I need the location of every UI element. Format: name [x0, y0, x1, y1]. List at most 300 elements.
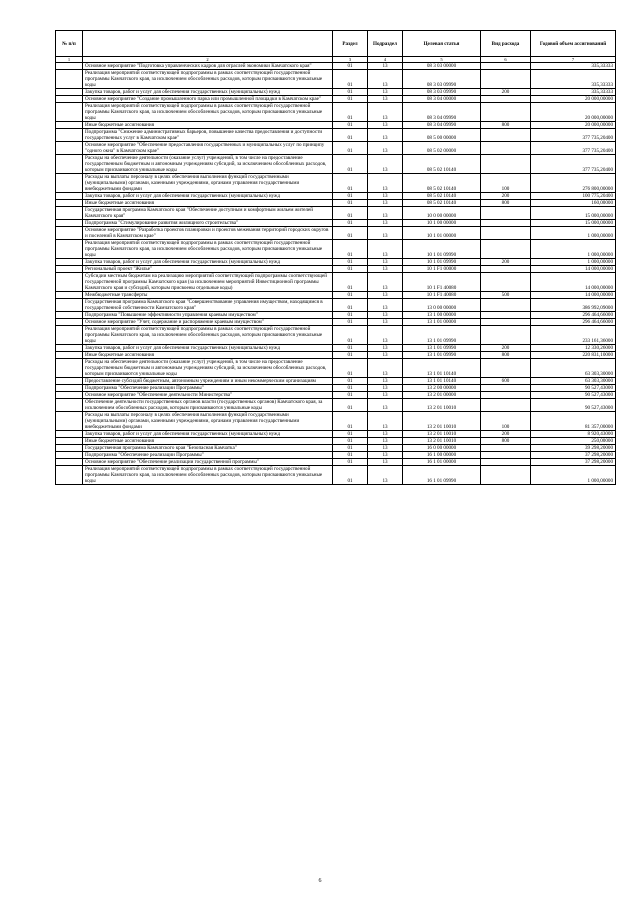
table-row	[56, 155, 616, 174]
row-csr: 10 1 01 00000	[403, 227, 481, 240]
row-sum: 20 000,00000	[531, 122, 616, 129]
row-razdel: 01	[333, 319, 368, 326]
row-csr: 13 1 00 00000	[403, 312, 481, 319]
row-csr: 10 1 01 09990	[403, 259, 481, 266]
row-vr	[481, 359, 531, 378]
row-name: Расходы на выплаты персоналу в целях обеспечения выполнения функций государственными (муниципальными) органами, казенными учреждениями, органами управления государственными внебюджетными фондами	[83, 412, 333, 431]
row-razdel: 01	[333, 312, 368, 319]
row-number	[56, 259, 83, 266]
row-vr	[481, 227, 531, 240]
row-csr: 13 1 01 09990	[403, 326, 481, 345]
row-name: Региональный проект "Жилье"	[83, 266, 333, 273]
row-number	[56, 174, 83, 193]
row-csr: 08 5 02 00000	[403, 142, 481, 155]
row-name: Реализация мероприятий соответствующей подпрограммы в рамках соответствующей государственной программы Камчатского края, за исключением обособленных расходов, которым присваиваются уникальные коды	[83, 103, 333, 122]
header-row	[56, 31, 616, 57]
table-row	[56, 359, 616, 378]
row-name: Предоставление субсидий бюджетным, автономным учреждениям и иным некоммерческим организациям	[83, 378, 333, 385]
row-name: Субсидии местным бюджетам на реализацию мероприятий соответствующей подпрограммы соответствующей государственной программы Камчатского края (за исключением мероприятий Инвестиционной программы Камчатского края и субсидий, которым присвоены отдельные коды)	[83, 273, 333, 292]
row-vr	[481, 466, 531, 485]
row-name: Закупка товаров, работ и услуг для обеспечения государственных (муниципальных) нужд	[83, 193, 333, 200]
row-number	[56, 103, 83, 122]
header-num: № п/п	[56, 31, 83, 57]
table-row	[56, 392, 616, 399]
row-name: Расходы на обеспечение деятельности (оказание услуг) учреждений, в том числе на предоставление государственным бюджетным и автономным учреждениям субсидий, за исключением обособленных расходов, которым присваиваются уникальные коды	[83, 155, 333, 174]
column-number: 6	[481, 57, 531, 63]
row-razdel: 01	[333, 155, 368, 174]
row-number	[56, 227, 83, 240]
row-razdel: 01	[333, 378, 368, 385]
table-row	[56, 378, 616, 385]
row-vr	[481, 385, 531, 392]
row-razdel: 01	[333, 459, 368, 466]
row-sum: 15 000,00000	[531, 220, 616, 227]
table-row	[56, 89, 616, 96]
table-row	[56, 174, 616, 193]
row-sum: 90 527,43000	[531, 392, 616, 399]
row-name: Реализация мероприятий соответствующей подпрограммы в рамках соответствующей государственной программы Камчатского края, за исключением обособленных расходов, которым присваиваются уникальные коды	[83, 326, 333, 345]
row-csr: 13 1 01 10140	[403, 359, 481, 378]
row-name: Основное мероприятие "Обеспечение реализации государственной программы"	[83, 459, 333, 466]
row-number	[56, 63, 83, 70]
row-sum: 63 303,30000	[531, 378, 616, 385]
row-podrazdel: 13	[368, 412, 403, 431]
table-row	[56, 129, 616, 142]
row-name: Основное мероприятие "Обеспечение предоставления государственных и муниципальных услуг по принципу "одного окна" в Камчатском крае"	[83, 142, 333, 155]
row-sum: 20 000,00000	[531, 96, 616, 103]
row-number	[56, 200, 83, 207]
row-csr: 13 1 01 00000	[403, 319, 481, 326]
row-number	[56, 345, 83, 352]
row-vr	[481, 326, 531, 345]
table-row	[56, 445, 616, 452]
row-sum: 37 298,20000	[531, 459, 616, 466]
row-vr	[481, 459, 531, 466]
row-podrazdel: 13	[368, 142, 403, 155]
row-sum: 1 000,00000	[531, 466, 616, 485]
row-razdel: 01	[333, 445, 368, 452]
row-name: Расходы на выплаты персоналу в целях обеспечения выполнения функций государственными (муниципальными) органами, казенными учреждениями, органами управления государственными внебюджетными фондами	[83, 174, 333, 193]
row-number	[56, 207, 83, 220]
row-number	[56, 431, 83, 438]
column-number: 2	[83, 57, 333, 63]
row-razdel: 01	[333, 266, 368, 273]
row-razdel: 01	[333, 352, 368, 359]
row-vr	[481, 155, 531, 174]
row-vr	[481, 142, 531, 155]
table-row	[56, 96, 616, 103]
row-number	[56, 452, 83, 459]
row-sum: 335,33333	[531, 70, 616, 89]
row-number	[56, 299, 83, 312]
row-sum: 377 735,20400	[531, 155, 616, 174]
row-razdel: 01	[333, 466, 368, 485]
column-number: 5	[403, 57, 481, 63]
table-row	[56, 273, 616, 292]
row-razdel: 01	[333, 200, 368, 207]
row-sum: 335,33333	[531, 89, 616, 96]
table-row	[56, 452, 616, 459]
row-name: Реализация мероприятий соответствующей подпрограммы в рамках соответствующей государственной программы Камчатского края, за исключением обособленных расходов, которым присваиваются уникальные коды	[83, 70, 333, 89]
table-row	[56, 240, 616, 259]
row-podrazdel: 13	[368, 227, 403, 240]
row-sum: 296 464,66000	[531, 319, 616, 326]
row-razdel: 01	[333, 96, 368, 103]
row-csr: 16 1 01 09990	[403, 466, 481, 485]
row-number	[56, 438, 83, 445]
row-vr	[481, 273, 531, 292]
row-name: Иные бюджетные ассигнования	[83, 352, 333, 359]
row-podrazdel: 13	[368, 352, 403, 359]
row-vr: 200	[481, 431, 531, 438]
table-row	[56, 207, 616, 220]
row-sum: 37 298,20000	[531, 452, 616, 459]
row-name: Иные бюджетные ассигнования	[83, 122, 333, 129]
table-row	[56, 399, 616, 412]
row-razdel: 01	[333, 359, 368, 378]
row-number	[56, 129, 83, 142]
row-razdel: 01	[333, 292, 368, 299]
row-sum: 100 775,20400	[531, 193, 616, 200]
row-razdel: 01	[333, 89, 368, 96]
header-podrazdel: Подраздел	[368, 31, 403, 57]
row-vr: 200	[481, 345, 531, 352]
row-podrazdel: 13	[368, 438, 403, 445]
table-row	[56, 193, 616, 200]
table-row	[56, 312, 616, 319]
column-number: 7	[531, 57, 616, 63]
row-podrazdel: 13	[368, 207, 403, 220]
row-csr: 08 5 02 10140	[403, 193, 481, 200]
row-number	[56, 445, 83, 452]
row-csr: 08 5 02 10140	[403, 200, 481, 207]
row-sum: 14 000,00000	[531, 292, 616, 299]
row-name: Закупка товаров, работ и услуг для обеспечения государственных (муниципальных) нужд	[83, 259, 333, 266]
row-csr: 13 1 01 09990	[403, 352, 481, 359]
row-vr	[481, 220, 531, 227]
row-sum: 233 161,36000	[531, 326, 616, 345]
row-number	[56, 266, 83, 273]
row-vr: 200	[481, 193, 531, 200]
row-csr: 08 3 04 09990	[403, 103, 481, 122]
row-razdel: 01	[333, 431, 368, 438]
row-podrazdel: 13	[368, 319, 403, 326]
row-number	[56, 193, 83, 200]
row-razdel: 01	[333, 273, 368, 292]
row-podrazdel: 13	[368, 63, 403, 70]
budget-sheet	[55, 30, 615, 485]
row-vr	[481, 399, 531, 412]
row-podrazdel: 13	[368, 378, 403, 385]
row-csr: 16 0 00 00000	[403, 445, 481, 452]
row-razdel: 01	[333, 452, 368, 459]
row-name: Подпрограмма "Обеспечение реализации Программы"	[83, 452, 333, 459]
row-vr: 800	[481, 438, 531, 445]
row-number	[56, 385, 83, 392]
row-sum: 386 992,09000	[531, 299, 616, 312]
row-podrazdel: 13	[368, 359, 403, 378]
row-sum: 296 464,66000	[531, 312, 616, 319]
row-vr	[481, 319, 531, 326]
table-row	[56, 292, 616, 299]
row-razdel: 01	[333, 399, 368, 412]
row-vr	[481, 70, 531, 89]
row-csr: 10 1 00 00000	[403, 220, 481, 227]
table-row	[56, 200, 616, 207]
row-sum: 14 000,00000	[531, 266, 616, 273]
row-sum: 1 000,00000	[531, 240, 616, 259]
row-number	[56, 312, 83, 319]
row-number	[56, 142, 83, 155]
row-csr: 13 2 01 10010	[403, 399, 481, 412]
row-vr: 800	[481, 200, 531, 207]
column-number: 1	[56, 57, 83, 63]
row-vr	[481, 299, 531, 312]
row-name: Расходы на обеспечение деятельности (оказание услуг) учреждений, в том числе на предоставление государственным бюджетным и автономным учреждениям субсидий, за исключением обособленных расходов, которым присваиваются уникальные коды	[83, 359, 333, 378]
table-row	[56, 227, 616, 240]
row-sum: 63 303,30000	[531, 359, 616, 378]
row-razdel: 01	[333, 392, 368, 399]
row-number	[56, 122, 83, 129]
row-razdel: 01	[333, 103, 368, 122]
header-sum: Годовой объем ассигнований	[531, 31, 616, 57]
row-name: Основное мероприятие "Создание промышленного парка или промышленной площадки в Камчатском крае"	[83, 96, 333, 103]
budget-table	[55, 30, 616, 485]
row-csr: 10 1 01 09990	[403, 240, 481, 259]
row-csr: 08 5 00 00000	[403, 129, 481, 142]
row-razdel: 01	[333, 345, 368, 352]
row-sum: 90 527,43000	[531, 399, 616, 412]
row-csr: 13 1 01 10140	[403, 378, 481, 385]
row-razdel: 01	[333, 412, 368, 431]
row-podrazdel: 13	[368, 385, 403, 392]
row-vr: 100	[481, 412, 531, 431]
row-razdel: 01	[333, 326, 368, 345]
row-podrazdel: 13	[368, 259, 403, 266]
row-razdel: 01	[333, 70, 368, 89]
row-name: Государственная программа Камчатского края "Безопасная Камчатка"	[83, 445, 333, 452]
row-name: Государственная программа Камчатского края "Совершенствование управления имуществом, находящимся в государственной собственности Камчатского края"	[83, 299, 333, 312]
row-razdel: 01	[333, 207, 368, 220]
row-vr	[481, 445, 531, 452]
row-podrazdel: 13	[368, 193, 403, 200]
row-vr	[481, 240, 531, 259]
row-csr: 13 1 01 09990	[403, 345, 481, 352]
row-razdel: 01	[333, 174, 368, 193]
row-vr	[481, 452, 531, 459]
row-vr	[481, 207, 531, 220]
row-sum: 1 000,00000	[531, 259, 616, 266]
row-sum: 250,00000	[531, 438, 616, 445]
row-vr: 500	[481, 292, 531, 299]
row-number	[56, 240, 83, 259]
row-vr	[481, 266, 531, 273]
row-name: Подпрограмма "Снижение административных барьеров, повышение качества предоставления и доступности государственных услуг в Камчатском крае"	[83, 129, 333, 142]
row-csr: 08 5 02 10140	[403, 155, 481, 174]
row-sum: 20 000,00000	[531, 103, 616, 122]
row-vr: 200	[481, 89, 531, 96]
row-sum: 39 298,20000	[531, 445, 616, 452]
row-podrazdel: 13	[368, 155, 403, 174]
row-vr	[481, 103, 531, 122]
row-vr: 600	[481, 378, 531, 385]
row-number	[56, 96, 83, 103]
table-body	[56, 63, 616, 485]
row-podrazdel: 13	[368, 399, 403, 412]
row-podrazdel: 13	[368, 220, 403, 227]
table-row	[56, 266, 616, 273]
row-razdel: 01	[333, 129, 368, 142]
row-name: Реализация мероприятий соответствующей подпрограммы в рамках соответствующей государственной программы Камчатского края, за исключением обособленных расходов, которым присваиваются уникальные коды	[83, 240, 333, 259]
column-number: 4	[368, 57, 403, 63]
table-row	[56, 259, 616, 266]
row-vr: 100	[481, 174, 531, 193]
row-podrazdel: 13	[368, 129, 403, 142]
row-csr: 10 1 F1 40080	[403, 292, 481, 299]
row-podrazdel: 13	[368, 452, 403, 459]
row-csr: 08 3 03 09990	[403, 70, 481, 89]
row-csr: 08 3 03 09990	[403, 89, 481, 96]
row-number	[56, 89, 83, 96]
row-razdel: 01	[333, 122, 368, 129]
row-podrazdel: 13	[368, 392, 403, 399]
row-csr: 10 0 00 00000	[403, 207, 481, 220]
row-vr	[481, 392, 531, 399]
row-sum: 377 735,20400	[531, 129, 616, 142]
row-razdel: 01	[333, 385, 368, 392]
row-podrazdel: 13	[368, 89, 403, 96]
row-podrazdel: 13	[368, 240, 403, 259]
table-row	[56, 459, 616, 466]
row-name: Основное мероприятие "Разработка проектов планировки и проектов межевания территорий городских округов и поселений в Камчатском крае"	[83, 227, 333, 240]
row-number	[56, 155, 83, 174]
table-row	[56, 466, 616, 485]
row-razdel: 01	[333, 240, 368, 259]
row-name: Реализация мероприятий соответствующей подпрограммы в рамках соответствующей государственной программы Камчатского края, за исключением обособленных расходов, которым присваиваются уникальные коды	[83, 466, 333, 485]
table-row	[56, 122, 616, 129]
row-podrazdel: 13	[368, 292, 403, 299]
row-podrazdel: 13	[368, 431, 403, 438]
row-razdel: 01	[333, 220, 368, 227]
row-name: Закупка товаров, работ и услуг для обеспечения государственных (муниципальных) нужд	[83, 345, 333, 352]
row-podrazdel: 13	[368, 459, 403, 466]
row-csr: 13 2 01 10010	[403, 438, 481, 445]
row-name: Подпрограмма "Стимулирование развития жилищного строительства"	[83, 220, 333, 227]
row-number	[56, 292, 83, 299]
row-podrazdel: 13	[368, 326, 403, 345]
row-number	[56, 399, 83, 412]
header-vr: Вид расхода	[481, 31, 531, 57]
header-razdel: Раздел	[333, 31, 368, 57]
row-vr	[481, 312, 531, 319]
row-csr: 10 1 F1 00000	[403, 266, 481, 273]
row-vr	[481, 129, 531, 142]
row-number	[56, 378, 83, 385]
row-number	[56, 326, 83, 345]
row-razdel: 01	[333, 142, 368, 155]
row-sum: 335,33333	[531, 63, 616, 70]
row-razdel: 01	[333, 63, 368, 70]
row-sum: 14 000,00000	[531, 273, 616, 292]
row-csr: 08 3 04 09990	[403, 122, 481, 129]
row-name: Подпрограмма "Повышение эффективности управления краевым имуществом"	[83, 312, 333, 319]
table-row	[56, 70, 616, 89]
row-name: Государственная программа Камчатского края "Обеспечение доступным и комфортным жильем жителей Камчатского края"	[83, 207, 333, 220]
row-csr: 08 5 02 10140	[403, 174, 481, 193]
table-row	[56, 63, 616, 70]
row-podrazdel: 13	[368, 96, 403, 103]
table-row	[56, 412, 616, 431]
row-csr: 08 3 03 00000	[403, 63, 481, 70]
row-number	[56, 359, 83, 378]
row-sum: 276 800,00000	[531, 174, 616, 193]
row-number	[56, 412, 83, 431]
table-row	[56, 438, 616, 445]
table-row	[56, 385, 616, 392]
row-number	[56, 70, 83, 89]
row-sum: 1 000,00000	[531, 227, 616, 240]
row-number	[56, 319, 83, 326]
row-sum: 15 000,00000	[531, 207, 616, 220]
row-csr: 10 1 F1 40080	[403, 273, 481, 292]
row-vr: 800	[481, 352, 531, 359]
row-number	[56, 459, 83, 466]
row-razdel: 01	[333, 438, 368, 445]
row-vr	[481, 63, 531, 70]
row-name: Основное мероприятие "Подготовка управленческих кадров для отраслей экономики Камчатского края"	[83, 63, 333, 70]
row-sum: 220 831,10000	[531, 352, 616, 359]
row-name: Закупка товаров, работ и услуг для обеспечения государственных (муниципальных) нужд	[83, 431, 333, 438]
table-row	[56, 319, 616, 326]
table-row	[56, 220, 616, 227]
row-number	[56, 220, 83, 227]
row-csr: 13 2 01 10010	[403, 412, 481, 431]
row-csr: 16 1 01 00000	[403, 459, 481, 466]
row-podrazdel: 13	[368, 103, 403, 122]
row-sum: 377 735,20400	[531, 142, 616, 155]
row-sum: 8 920,43000	[531, 431, 616, 438]
row-name: Межбюджетные трансферты	[83, 292, 333, 299]
row-number	[56, 352, 83, 359]
row-podrazdel: 13	[368, 466, 403, 485]
row-podrazdel: 13	[368, 299, 403, 312]
row-razdel: 01	[333, 193, 368, 200]
row-vr: 200	[481, 259, 531, 266]
row-csr: 16 1 00 00000	[403, 452, 481, 459]
row-csr: 08 3 04 00000	[403, 96, 481, 103]
page-number: 6	[318, 878, 322, 884]
row-sum: 160,00000	[531, 200, 616, 207]
row-number	[56, 273, 83, 292]
header-csr: Целевая статья	[403, 31, 481, 57]
header-name	[83, 31, 333, 57]
row-csr: 13 0 00 00000	[403, 299, 481, 312]
row-podrazdel: 13	[368, 345, 403, 352]
table-row	[56, 142, 616, 155]
row-name: Подпрограмма "Обеспечение реализации Программы"	[83, 385, 333, 392]
table-row	[56, 352, 616, 359]
row-podrazdel: 13	[368, 200, 403, 207]
row-sum: 12 330,26000	[531, 345, 616, 352]
row-name: Обеспечение деятельности государственных органов власти (государственных органов) Камчатского края, за исключением обособленных расходов, которым присваиваются уникальные коды	[83, 399, 333, 412]
row-vr: 800	[481, 122, 531, 129]
row-vr	[481, 96, 531, 103]
row-name: Закупка товаров, работ и услуг для обеспечения государственных (муниципальных) нужд	[83, 89, 333, 96]
row-csr: 13 2 00 00000	[403, 385, 481, 392]
table-row	[56, 326, 616, 345]
row-number	[56, 392, 83, 399]
table-row	[56, 103, 616, 122]
